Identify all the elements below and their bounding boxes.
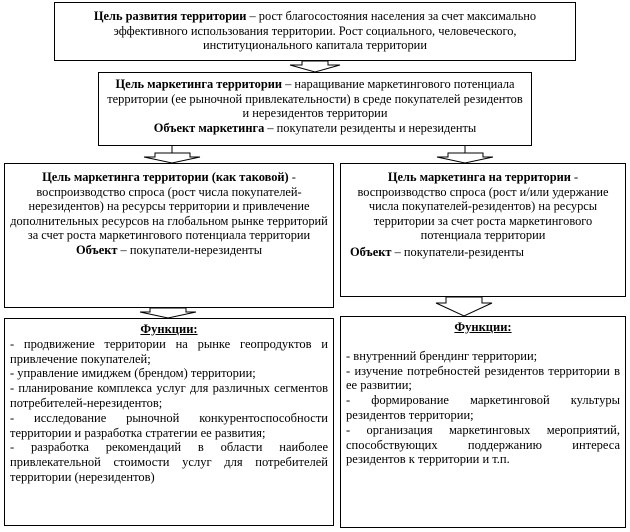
right-function-item: - изучение потребностей резидентов территории в ее развитии; [346, 363, 620, 393]
right-goal-heading: Цель маркетинга на территории [387, 170, 571, 184]
territory-development-goal-text: – рост благосостояния населения за счет максимально эффективного использования территории. Рост социального, человеческого, институционального капитала территории [113, 9, 537, 53]
left-function-item: - продвижение территории на рынке геопродуктов и привлечение покупателей; [10, 336, 328, 366]
right-function-item: - внутренний брендинг территории; [346, 348, 538, 363]
left-goal-text: - воспроизводство спроса (рост числа покупателей-нерезидентов) на ресурсы территории и привлечение дополнительных ресурсов на глобальном рынке территорий за счет роста маркетингового потенциала территории [10, 170, 328, 243]
right-object-heading: Объект [350, 244, 392, 259]
left-function-item: - исследование рыночной конкурентоспособности территории и разработка стратегии ее развития; [10, 410, 328, 440]
right-functions-title: Функции: [454, 320, 512, 334]
right-functions-box [340, 316, 626, 528]
marketing-object-text: – покупатели резиденты и нерезиденты [264, 120, 477, 135]
left-function-item: - планирование комплекса услуг для различных сегментов потребителей-нерезидентов; [10, 381, 328, 410]
arrow-box2-to-left [144, 153, 200, 163]
right-goal-text: - воспроизводство спроса (рост и/или удержание числа покупателей-резидентов) на ресурсы территории за счет роста маркетингового потенциала территории [357, 170, 609, 243]
territory-development-goal-heading: Цель развития территории [93, 9, 247, 23]
left-function-item: - разработка рекомендаций в области наиболее привлекательной стоимости услуг для потребителей территории (нерезидентов) [10, 440, 328, 484]
territory-development-goal-box [54, 2, 576, 61]
arrow-right-to-functions [436, 297, 492, 316]
left-object-heading: Объект [75, 242, 118, 257]
arrow-box2-to-right [437, 153, 493, 163]
left-functions-box [4, 318, 334, 526]
marketing-object-heading: Объект маркетинга [153, 120, 265, 135]
left-goal-heading: Цель маркетинга территории (как таковой) [42, 170, 289, 184]
left-functions-title: Функции: [140, 322, 198, 336]
territory-marketing-goal-box [98, 72, 532, 146]
left-goal-box [4, 163, 334, 308]
left-object-text: – покупатели-нерезиденты [117, 242, 263, 257]
territory-marketing-goal-heading: Цель маркетинга территории [115, 77, 283, 91]
right-function-item: - организация маркетинговых мероприятий, способствующих поддержанию интереса резидентов к территории и т.п. [346, 422, 620, 467]
left-function-item: - управление имиджем (брендом) территории; [10, 366, 256, 381]
arrow-left-to-functions [140, 308, 196, 318]
arrow-box1-to-box2 [290, 61, 340, 72]
right-goal-box [340, 163, 626, 297]
right-function-item: - формирование маркетинговой культуры резидентов территории; [346, 393, 620, 422]
right-object-text: – покупатели-резиденты [391, 244, 524, 259]
territory-marketing-goal-text: – наращивание маркетингового потенциала территории (ее рыночной привлекательности) в среде покупателей резидентов и нерезидентов территории [107, 77, 523, 121]
